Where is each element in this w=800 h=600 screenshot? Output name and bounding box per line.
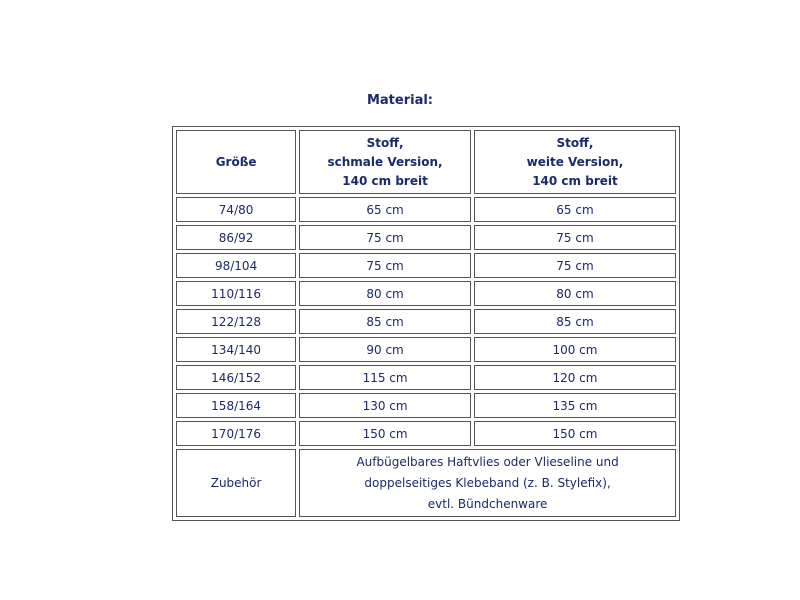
table-header-row <box>176 130 676 194</box>
header-narrow-line: schmale Version, <box>327 154 443 169</box>
wide-cell: 80 cm <box>474 281 676 306</box>
accessories-line: doppelseitiges Klebeband (z. B. Stylefix), <box>364 475 611 490</box>
size-cell: 158/164 <box>176 393 296 418</box>
size-cell: 74/80 <box>176 197 296 222</box>
header-wide <box>474 130 676 194</box>
narrow-cell: 85 cm <box>299 309 471 334</box>
wide-cell: 135 cm <box>474 393 676 418</box>
table-row <box>176 253 676 278</box>
header-narrow <box>299 130 471 194</box>
accessories-text <box>299 449 676 517</box>
wide-cell: 120 cm <box>474 365 676 390</box>
size-cell: 170/176 <box>176 421 296 446</box>
header-size: Größe <box>176 130 296 194</box>
size-cell: 146/152 <box>176 365 296 390</box>
wide-cell: 100 cm <box>474 337 676 362</box>
size-cell: 134/140 <box>176 337 296 362</box>
table-row <box>176 309 676 334</box>
header-wide-line: Stoff, <box>556 135 594 150</box>
material-table <box>172 126 680 521</box>
wide-cell: 65 cm <box>474 197 676 222</box>
narrow-cell: 90 cm <box>299 337 471 362</box>
size-cell: 86/92 <box>176 225 296 250</box>
size-cell: 98/104 <box>176 253 296 278</box>
narrow-cell: 75 cm <box>299 253 471 278</box>
size-cell: 122/128 <box>176 309 296 334</box>
page-title: Material: <box>366 93 434 108</box>
narrow-cell: 75 cm <box>299 225 471 250</box>
table-row <box>176 337 676 362</box>
header-wide-line: 140 cm breit <box>532 173 618 188</box>
table-row <box>176 393 676 418</box>
wide-cell: 150 cm <box>474 421 676 446</box>
table-row <box>176 421 676 446</box>
table-row <box>176 281 676 306</box>
accessories-row <box>176 449 676 517</box>
narrow-cell: 80 cm <box>299 281 471 306</box>
size-cell: 110/116 <box>176 281 296 306</box>
table-row <box>176 365 676 390</box>
header-wide-line: weite Version, <box>526 154 624 169</box>
narrow-cell: 115 cm <box>299 365 471 390</box>
accessories-line: evtl. Bündchenware <box>427 496 548 511</box>
narrow-cell: 150 cm <box>299 421 471 446</box>
narrow-cell: 130 cm <box>299 393 471 418</box>
accessories-label: Zubehör <box>176 449 296 517</box>
accessories-line: Aufbügelbares Haftvlies oder Vlieseline und <box>356 454 619 469</box>
header-narrow-line: 140 cm breit <box>342 173 428 188</box>
wide-cell: 75 cm <box>474 253 676 278</box>
table-row <box>176 225 676 250</box>
narrow-cell: 65 cm <box>299 197 471 222</box>
wide-cell: 75 cm <box>474 225 676 250</box>
wide-cell: 85 cm <box>474 309 676 334</box>
table-row <box>176 197 676 222</box>
header-narrow-line: Stoff, <box>366 135 404 150</box>
